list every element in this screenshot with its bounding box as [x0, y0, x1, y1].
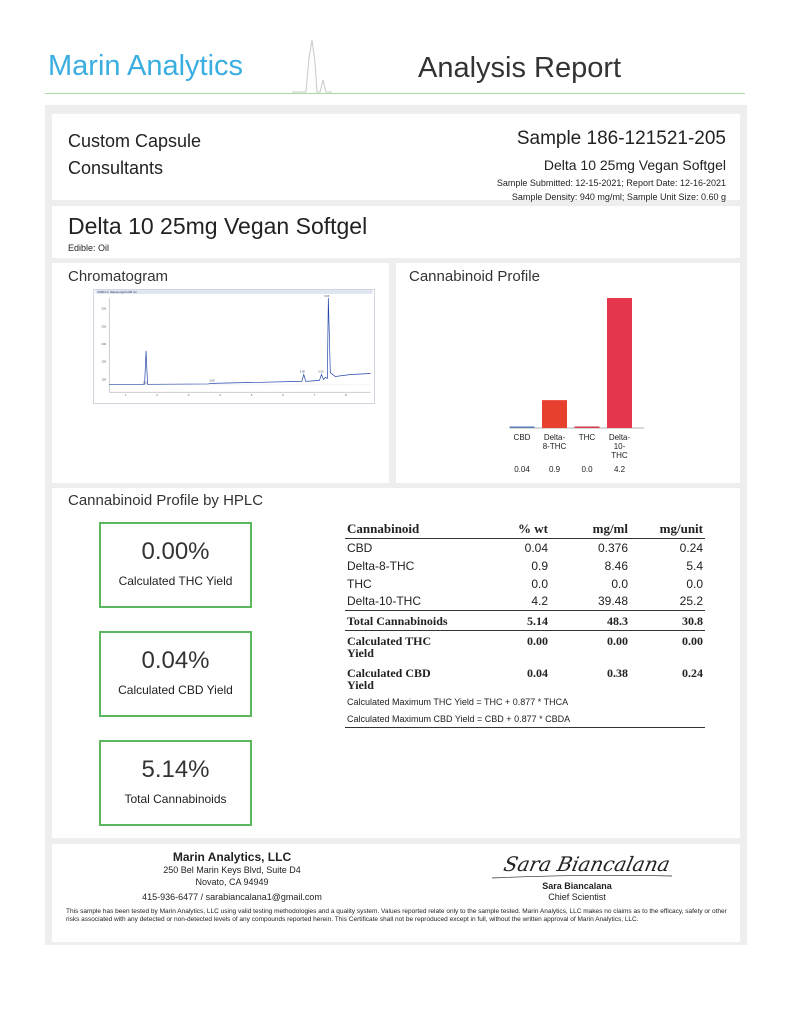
- svg-text:1.02: 1.02: [142, 381, 148, 385]
- cannabinoid-profile-title: Cannabinoid Profile: [409, 268, 540, 285]
- cell: 0.00: [527, 634, 548, 648]
- chromatogram-panel: [52, 263, 389, 483]
- company-contact: 415-936-6477 / sarabiancalana1@gmail.com: [142, 892, 322, 902]
- col-cannabinoid: Cannabinoid: [345, 520, 485, 539]
- svg-text:150: 150: [101, 359, 107, 364]
- cell: 0.0: [611, 576, 628, 591]
- svg-text:4: 4: [219, 393, 221, 398]
- svg-text:3.68: 3.68: [209, 379, 215, 383]
- product-panel: [52, 206, 740, 258]
- cbd-yield-card: [99, 631, 252, 717]
- bar-value-label: 0.9: [548, 465, 561, 474]
- sample-info-panel: [52, 114, 740, 200]
- svg-text:5.98: 5.98: [299, 370, 305, 374]
- brand-name: Marin Analytics: [48, 50, 244, 82]
- bar-value-label: 0.0: [581, 465, 593, 474]
- cbd-yield-formula: Calculated Maximum CBD Yield = CBD + 0.877 * CBDA: [345, 710, 705, 728]
- svg-text:100: 100: [101, 377, 107, 382]
- footer-panel: [52, 844, 740, 942]
- client-name: [68, 128, 288, 182]
- table-header-row: [345, 520, 705, 539]
- svg-text:250: 250: [101, 324, 107, 329]
- table-row: [345, 593, 705, 611]
- bar-delta-10-thc: [607, 298, 632, 428]
- svg-text:300: 300: [101, 306, 107, 311]
- col-mg-ml: mg/ml: [550, 520, 630, 539]
- product-type: Edible: Oil: [68, 243, 110, 253]
- cell: 30.8: [630, 611, 705, 631]
- kpi-label: Calculated THC Yield: [118, 574, 233, 588]
- cell: CBD: [347, 540, 373, 555]
- cell: Calculated CBD Yield: [347, 665, 431, 692]
- sample-density: Sample Density: 940 mg/ml; Sample Unit Size: 0.60 g: [511, 192, 726, 202]
- svg-text:7: 7: [313, 393, 316, 398]
- cell: 0.04: [527, 665, 548, 680]
- bar-delta-8-thc: [542, 400, 567, 428]
- header-divider: [45, 93, 745, 94]
- cell: 5.14: [485, 611, 550, 631]
- report-header: [0, 0, 791, 100]
- cbd-yield-row: [345, 663, 705, 692]
- sample-dates: Sample Submitted: 12-15-2021; Report Date: 12-16-2021: [496, 178, 726, 188]
- client-name-line2: Consultants: [68, 158, 164, 178]
- chromatogram-title: Chromatogram: [68, 268, 169, 285]
- note-row: [345, 692, 705, 710]
- bar-value-label: 4.2: [613, 465, 626, 474]
- hplc-results-table: [345, 520, 705, 728]
- svg-text:200: 200: [101, 342, 107, 347]
- signature-text: Sara Biancalana: [501, 852, 673, 876]
- chromatogram-image: [93, 289, 375, 404]
- svg-text:2: 2: [156, 393, 159, 398]
- disclaimer-text: This sample has been tested by Marin Analytics, LLC using valid testing methodologies and a quality system. Values reported relate only to the sample tested. Marin Analytics, LLC makes no claims as to the efficacy, safety or other risks associated with any detected or non-detected levels of any compounds reported herein. This Certificate shall not be reproduced except in full, without the written approval of Marin Analytics, LLC.: [66, 908, 727, 923]
- company-address-line1: 250 Bel Marin Keys Blvd, Suite D4: [163, 865, 301, 875]
- bar-category-label: CBD: [513, 433, 531, 442]
- thc-yield-card: [99, 522, 252, 608]
- cell: 0.0: [686, 576, 703, 591]
- cell: 25.2: [679, 594, 703, 609]
- hplc-panel: [52, 488, 740, 838]
- table-row: [345, 575, 705, 593]
- svg-text:VWD1 A, Wavelength=228 nm: VWD1 A, Wavelength=228 nm: [97, 290, 138, 295]
- svg-text:1: 1: [124, 393, 127, 398]
- thc-yield-formula: Calculated Maximum THC Yield = THC + 0.877 * THCA: [347, 696, 569, 707]
- cell: 0.0: [531, 576, 548, 591]
- cell: 48.3: [550, 611, 630, 631]
- cell: 39.48: [597, 594, 628, 609]
- cell: THC: [347, 576, 372, 591]
- total-row: [345, 611, 705, 631]
- cell: Delta-8-THC: [347, 558, 415, 573]
- thc-yield-row: [345, 631, 705, 663]
- client-name-line1: Custom Capsule: [68, 131, 202, 151]
- col-pct-wt: % wt: [485, 520, 550, 539]
- svg-text:8: 8: [345, 393, 347, 398]
- cell: 0.38: [607, 665, 628, 680]
- cell: 0.00: [607, 634, 628, 648]
- report-title: Analysis Report: [418, 52, 622, 84]
- hplc-title: Cannabinoid Profile by HPLC: [68, 492, 264, 509]
- kpi-label: Calculated CBD Yield: [118, 683, 233, 697]
- cell: 0.24: [679, 540, 703, 555]
- svg-text:6.63: 6.63: [324, 294, 330, 298]
- kpi-value: 0.04%: [141, 647, 210, 674]
- bar-cbd: [510, 427, 535, 429]
- signer-name: Sara Biancalana: [542, 881, 612, 891]
- sample-name: Delta 10 25mg Vegan Softgel: [543, 157, 726, 173]
- cell: Delta-10-THC: [347, 594, 422, 609]
- svg-text:3: 3: [187, 393, 190, 398]
- bar-thc: [575, 427, 600, 429]
- kpi-label: Total Cannabinoids: [124, 792, 227, 806]
- bar-category-label: Delta- 8-THC: [542, 433, 567, 451]
- product-name: Delta 10 25mg Vegan Softgel: [68, 213, 368, 239]
- cell: 8.46: [604, 558, 628, 573]
- kpi-value: 0.00%: [141, 538, 210, 565]
- cell: 0.24: [682, 665, 703, 680]
- cell: Calculated THC Yield: [347, 634, 432, 660]
- company-address-line2: Novato, CA 94949: [195, 877, 269, 887]
- signature-image: [482, 846, 682, 882]
- cell: 4.2: [531, 594, 548, 609]
- chromatogram-peak-logo: [292, 38, 332, 94]
- svg-text:6.52: 6.52: [318, 370, 324, 374]
- svg-text:6: 6: [282, 393, 284, 398]
- sample-id: Sample 186-121521-205: [516, 128, 726, 149]
- kpi-value: 5.14%: [141, 756, 210, 783]
- bar-value-label: 0.04: [514, 465, 530, 474]
- total-cannabinoids-card: [99, 740, 252, 826]
- signer-title: Chief Scientist: [548, 892, 606, 902]
- cell: Total Cannabinoids: [345, 611, 485, 631]
- table-row: [345, 557, 705, 575]
- cell: 5.4: [686, 558, 703, 573]
- table-row: [345, 539, 705, 557]
- svg-text:5: 5: [250, 393, 253, 398]
- note-row: [345, 710, 705, 728]
- bar-category-label: THC: [578, 433, 596, 442]
- col-mg-unit: mg/unit: [630, 520, 705, 539]
- cell: 0.9: [531, 558, 548, 573]
- cell: 0.00: [682, 634, 703, 648]
- cell: 0.376: [597, 540, 628, 555]
- cell: 0.04: [524, 540, 548, 555]
- report-body: [45, 105, 747, 945]
- cannabinoid-profile-panel: [396, 263, 740, 483]
- bar-category-label: Delta- 10- THC: [608, 433, 631, 460]
- company-name: Marin Analytics, LLC: [172, 850, 292, 864]
